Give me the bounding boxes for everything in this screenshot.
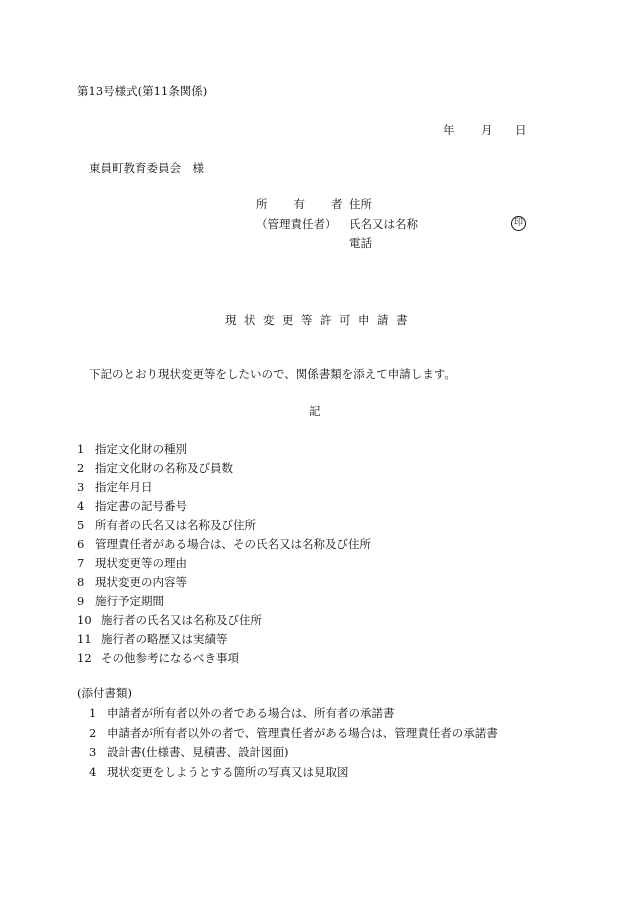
owner-label-char: 者 [331, 197, 343, 211]
list-item: 3 設計書(仕様書、見積書、設計図面) [89, 745, 289, 759]
owner-label [256, 199, 343, 211]
document-title: 現状変更等許可申請書 [225, 313, 415, 327]
name-label: 氏名又は名称 [349, 217, 418, 231]
list-item: 7 現状変更等の理由 [77, 556, 187, 570]
list-item: 5 所有者の氏名又は名称及び住所 [77, 518, 256, 532]
list-item: 3 指定年月日 [77, 480, 153, 494]
date-month-label: 月 [481, 123, 493, 137]
attachments-heading: (添付書類) [77, 686, 132, 700]
request-statement: 下記のとおり現状変更等をしたいので、関係書類を添えて申請します。 [89, 367, 456, 381]
list-item: 10 施行者の氏名又は名称及び住所 [77, 613, 262, 627]
address-label: 住所 [349, 197, 372, 211]
owner-label-char: 有 [293, 197, 305, 211]
list-item: 2 申請者が所有者以外の者で、管理責任者がある場合は、管理責任者の承諾書 [89, 725, 498, 740]
list-item: 12 その他参考になるべき事項 [77, 651, 239, 665]
addressee: 東員町教育委員会 様 [89, 161, 204, 175]
list-item: 9 施行予定期間 [77, 594, 164, 608]
list-item: 1 指定文化財の種別 [77, 442, 187, 456]
date-day-label: 日 [515, 123, 527, 137]
list-item: 11 施行者の略歴又は実績等 [77, 632, 228, 646]
form-number: 第13号様式(第11条関係) [77, 84, 208, 98]
date-year-label: 年 [443, 123, 455, 137]
list-item: 2 指定文化財の名称及び員数 [77, 461, 233, 475]
item-list [77, 444, 371, 672]
list-item: 6 管理責任者がある場合は、その氏名又は名称及び住所 [77, 537, 371, 551]
list-item: 4 指定書の記号番号 [77, 499, 187, 513]
list-item: 1 申請者が所有者以外の者である場合は、所有者の承諾書 [89, 706, 395, 720]
list-item: 8 現状変更の内容等 [77, 575, 187, 589]
phone-label: 電話 [349, 236, 372, 250]
seal-mark: 印 [511, 216, 526, 231]
list-item: 4 現状変更をしようとする箇所の写真又は見取図 [89, 764, 349, 779]
ki-heading: 記 [309, 404, 321, 418]
manager-label: （管理責任者） [256, 217, 337, 231]
attachment-list [89, 708, 498, 786]
owner-label-char: 所 [256, 197, 268, 211]
